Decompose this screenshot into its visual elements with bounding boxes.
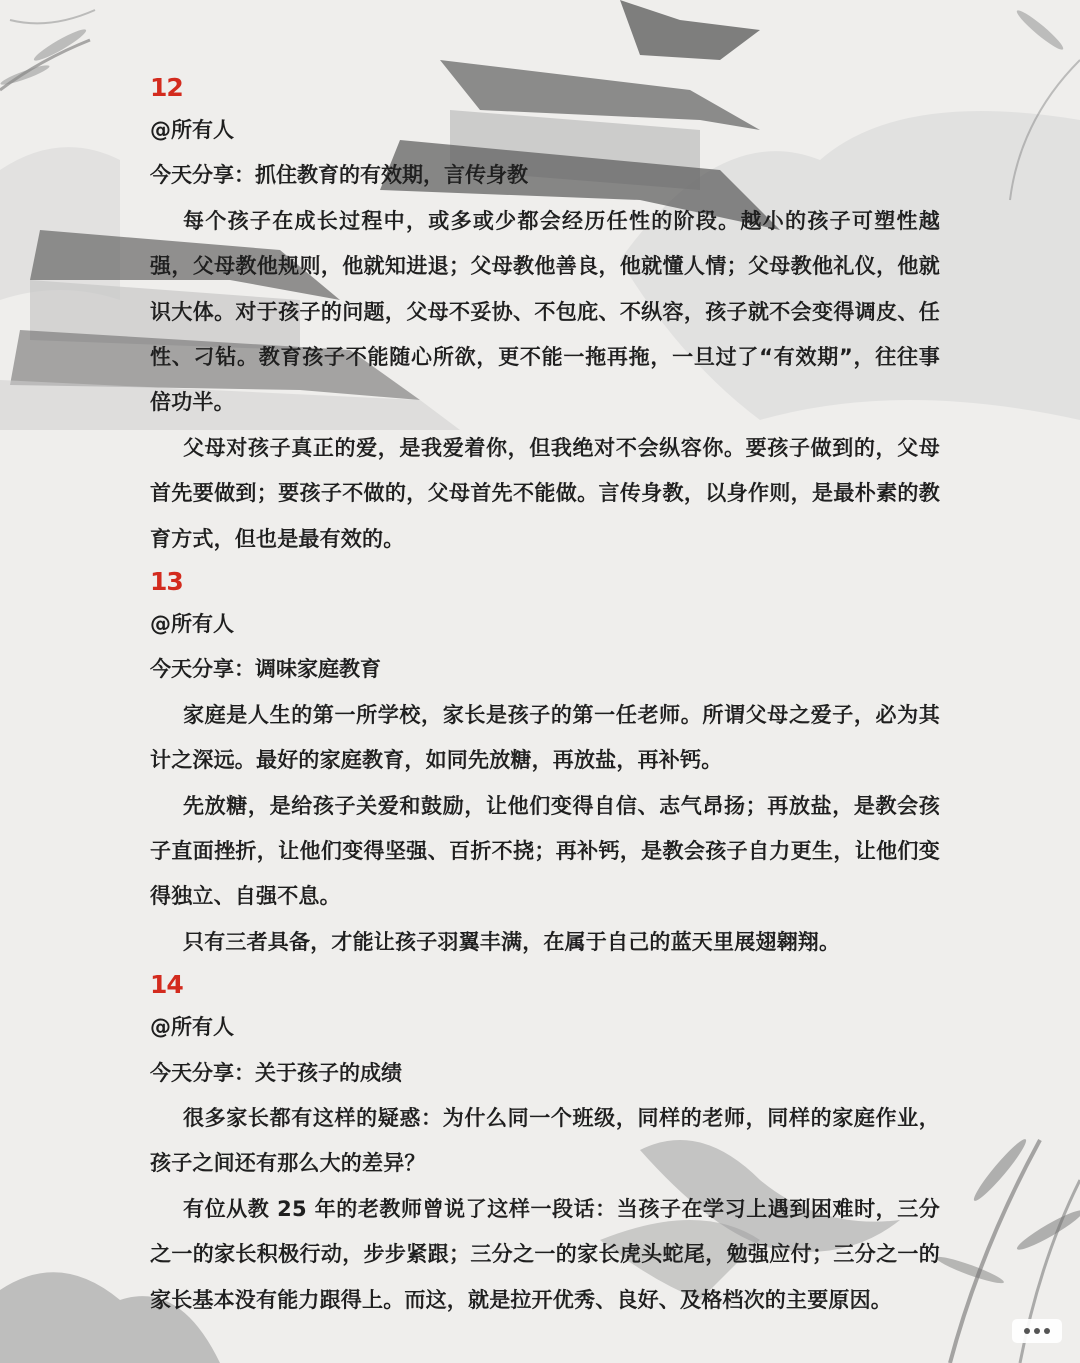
article-content bbox=[150, 68, 940, 1323]
mention-all: @所有人 bbox=[150, 612, 234, 637]
paragraph: 只有三者具备，才能让孩子羽翼丰满，在属于自己的蓝天里展翅翱翔。 bbox=[183, 929, 841, 954]
section-12 bbox=[150, 68, 940, 562]
section-number: 12 bbox=[150, 73, 183, 102]
section-number: 13 bbox=[150, 567, 183, 597]
more-dots-icon bbox=[1024, 1328, 1030, 1334]
share-topic: 今天分享：抓住教育的有效期，言传身教 bbox=[150, 163, 528, 188]
share-topic: 今天分享：调味家庭教育 bbox=[150, 657, 381, 682]
paragraph: 父母对孩子真正的爱，是我爱着你，但我绝对不会纵容你。要孩子做到的，父母首先要做到；要孩子不做的，父母首先不能做。言传身教，以身作则，是最朴素的教育方式，但也是最有效的。 bbox=[150, 435, 940, 551]
mention-all: @所有人 bbox=[150, 1015, 234, 1040]
paragraph: 很多家长都有这样的疑惑：为什么同一个班级，同样的老师，同样的家庭作业，孩子之间还有那么大的差异？ bbox=[150, 1106, 940, 1176]
section-14 bbox=[150, 965, 940, 1323]
section-number: 14 bbox=[150, 970, 183, 1000]
section-13 bbox=[150, 562, 940, 965]
share-topic: 今天分享：关于孩子的成绩 bbox=[150, 1060, 402, 1085]
paragraph: 家庭是人生的第一所学校，家长是孩子的第一任老师。所谓父母之爱子，必为其计之深远。最好的家庭教育，如同先放糖，再放盐，再补钙。 bbox=[150, 702, 940, 773]
paragraph: 先放糖，是给孩子关爱和鼓励，让他们变得自信、志气昂扬；再放盐，是教会孩子直面挫折，让他们变得坚强、百折不挠；再补钙，是教会孩子自力更生，让他们变得独立、自强不息。 bbox=[150, 793, 940, 909]
mention-all: @所有人 bbox=[150, 118, 234, 142]
paragraph: 有位从教 25 年的老教师曾说了这样一段话：当孩子在学习上遇到困难时，三分之一的家长积极行动，步步紧跟；三分之一的家长虎头蛇尾，勉强应付；三分之一的家长基本没有能力跟得上。而这，就是拉开优秀、良好、及格档次的主要原因。 bbox=[150, 1196, 940, 1312]
paragraph: 每个孩子在成长过程中，或多或少都会经历任性的阶段。越小的孩子可塑性越强，父母教他规则，他就知进退；父母教他善良，他就懂人情；父母教他礼仪，他就识大体。对于孩子的问题，父母不妥协、不包庇、不纵容，孩子就不会变得调皮、任性、刁钻。教育孩子不能随心所欲，更不能一拖再拖，一旦过了“有效期”，往往事倍功半。 bbox=[150, 208, 940, 415]
more-button[interactable] bbox=[1012, 1319, 1062, 1343]
